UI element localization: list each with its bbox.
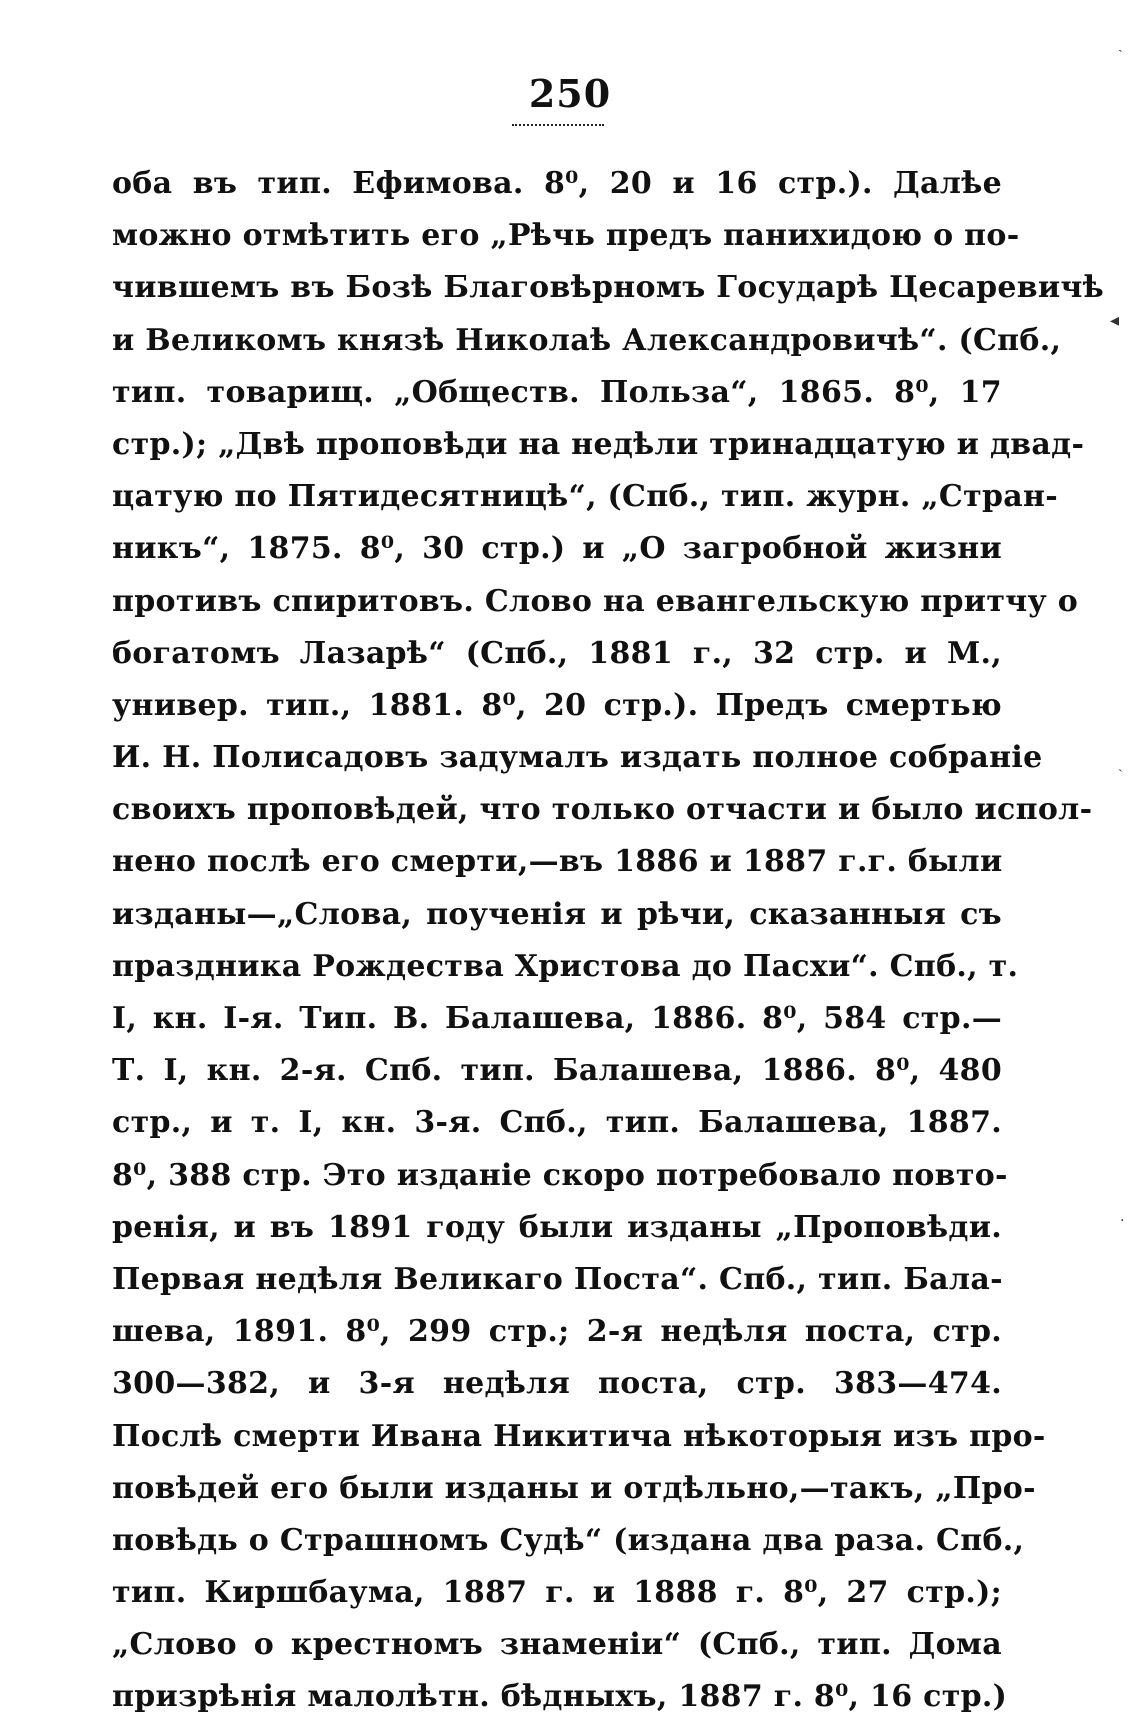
text-line: Т. I, кн. 2-я. Спб. тип. Балашева, 1886. 8⁰, 480 <box>112 1053 1002 1089</box>
text-line: призрѣнія малолѣтн. бѣдныхъ, 1887 г. 8⁰, 16 стр.) <box>112 1679 1008 1715</box>
text-line: чившемъ въ Бозѣ Благовѣрномъ Государѣ Цесаревичѣ <box>112 270 1105 306</box>
text-line: 300—382, и 3-я недѣля поста, стр. 383—474. <box>112 1366 1002 1402</box>
margin-tick-mark: ˴ <box>1118 761 1123 777</box>
text-line: Первая недѣля Великаго Поста“. Спб., тип. Бала- <box>112 1261 1003 1297</box>
text-line: противъ спиритовъ. Слово на евангельскую притчу о <box>112 583 1079 619</box>
text-line: богатомъ Лазарѣ“ (Спб., 1881 г., 32 стр. и М., <box>112 635 1002 671</box>
text-block <box>112 158 1105 1724</box>
margin-arrow-mark: ◂ <box>1110 310 1120 331</box>
text-line: можно отмѣтить его „Рѣчь предъ панихидою о по- <box>112 218 1020 254</box>
text-line: и Великомъ князѣ Николаѣ Александровичѣ“. (Спб., <box>112 322 1062 358</box>
text-line: универ. тип., 1881. 8⁰, 20 стр.). Предъ смертью <box>112 687 1002 723</box>
text-line: тип. товарищ. „Обществ. Польза“, 1865. 8⁰, 17 <box>112 374 1002 410</box>
text-line: Послѣ смерти Ивана Никитича нѣкоторыя изъ про- <box>112 1418 1046 1454</box>
text-line: нено послѣ его смерти,—въ 1886 и 1887 г.г. были <box>112 844 1003 880</box>
text-line: никъ“, 1875. 8⁰, 30 стр.) и „О загробной жизни <box>112 531 1002 567</box>
text-line: изданы—„Слова, поученія и рѣчи, сказанныя съ <box>112 896 1002 932</box>
page-number-rule <box>512 124 604 126</box>
text-line: тип. Киршбаума, 1887 г. и 1888 г. 8⁰, 27 стр.); <box>112 1575 1002 1611</box>
text-line: стр.); „Двѣ проповѣди на недѣли тринадцатую и двад- <box>112 426 1085 462</box>
text-line: повѣдей его были изданы и отдѣльно,—такъ, „Про- <box>112 1470 1036 1506</box>
text-line: ренія, и въ 1891 году были изданы „Проповѣди. <box>112 1209 1002 1245</box>
text-line: цатую по Пятидесятницѣ“, (Спб., тип. журн. „Стран- <box>112 479 1058 515</box>
text-line: оба въ тип. Ефимова. 8⁰, 20 и 16 стр.). Далѣе <box>112 166 1002 201</box>
text-line: 8⁰, 388 стр. Это изданіе скоро потребовало повто- <box>112 1157 1008 1193</box>
text-line: И. Н. Полисадовъ задумалъ издать полное собраніе <box>112 740 1043 776</box>
page-number: 250 <box>528 71 612 116</box>
text-line: шева, 1891. 8⁰, 299 стр.; 2-я недѣля поста, стр. <box>112 1314 1002 1350</box>
text-line: своихъ проповѣдей, что только отчасти и было испол- <box>112 792 1093 828</box>
margin-tick-mark: ˏ <box>1118 37 1123 53</box>
text-line: повѣдь о Страшномъ Судѣ“ (издана два раза. Спб., <box>112 1522 1025 1558</box>
text-line: праздника Рождества Христова до Пасхи“. Спб., т. <box>112 948 1019 984</box>
text-line: I, кн. I-я. Тип. В. Балашева, 1886. 8⁰, 584 стр.— <box>112 1001 1002 1036</box>
text-line: „Слово о крестномъ знаменіи“ (Спб., тип. Дома <box>112 1627 1002 1663</box>
margin-dot-mark: · <box>1120 1213 1125 1229</box>
text-line: стр., и т. I, кн. 3-я. Спб., тип. Балашева, 1887. <box>112 1105 1002 1141</box>
